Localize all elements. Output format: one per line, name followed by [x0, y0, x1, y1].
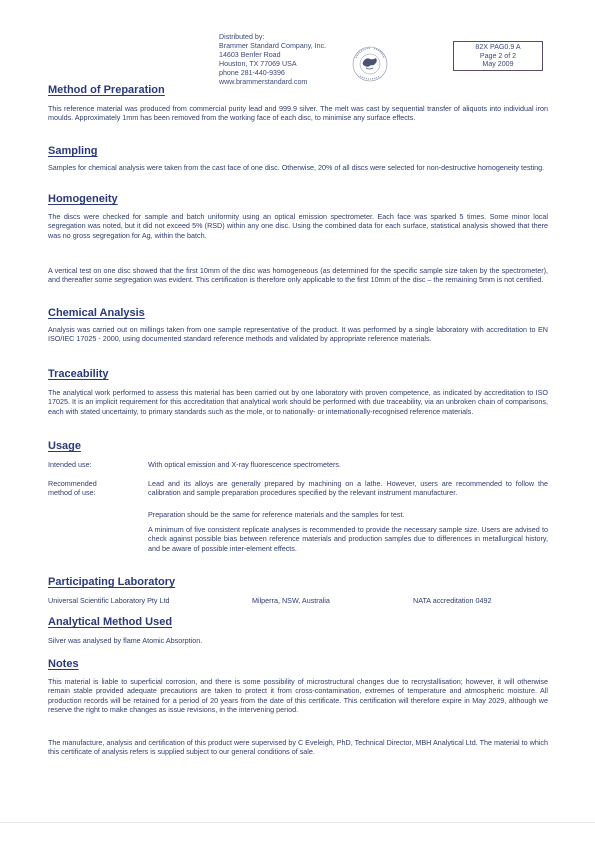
page-bottom-divider	[0, 822, 595, 823]
section-heading-chemical: Chemical Analysis	[48, 307, 145, 319]
section-heading-analytical: Analytical Method Used	[48, 616, 173, 628]
distributor-block	[219, 33, 326, 86]
notes-text-2: The manufacture, analysis and certification of this product were supervised by C Eveleigh, PhD, Technical Director, MBH Analytical Ltd. The material to which this certificate of analysis refers is supplied subject to our general conditions of sale.	[48, 738, 548, 757]
sampling-text: Samples for chemical analysis were taken from the cast face of one disc. Otherwise, 20% of all discs were selected for non-destructive homogeneity testing.	[48, 163, 545, 172]
section-heading-method: Method of Preparation	[48, 84, 165, 96]
homogeneity-text-1: The discs were checked for sample and batch uniformity using an optical emission spectrometer. Each face was sparked 5 times. Some minor local segregation was noted, but it did not exceed 5% (RSD) within any one disc. Using the combined data for each surface, statistical analysis showed that there was no gross segregation for Ag, within the batch.	[48, 212, 548, 240]
method-of-use-text-3: A minimum of five consistent replicate analyses is recommended to provide the necessary sample size. Users are advised to check against possible bias between reference materials and production samples due to differences in metallurgical history, and be aware of possible inter-element effects.	[148, 525, 548, 553]
lab-accreditation: NATA accreditation 0492	[413, 596, 492, 605]
distributor-website[interactable]: www.brammerstandard.com	[219, 77, 308, 86]
section-heading-sampling: Sampling	[48, 145, 98, 157]
distributor-label: Distributed by:	[219, 33, 265, 41]
analytical-text: Silver was analysed by flame Atomic Absorption.	[48, 636, 203, 645]
section-heading-notes: Notes	[48, 658, 79, 670]
method-of-use-text-1: Lead and its alloys are generally prepared by machining on a lathe. However, users are recommended to follow the calibration and sample preparation procedures specified by the relevant instrument manufacturer.	[148, 479, 548, 498]
lab-name: Universal Scientific Laboratory Pty Ltd	[48, 596, 170, 605]
reference-code: 82X PAG0.9 A	[475, 43, 521, 51]
chemical-text: Analysis was carried out on millings taken from one sample representative of the product. It was performed by a single laboratory with accreditation to EN ISO/IEC 17025 - 2000, using documented standard reference methods and validated by appropriate reference materials.	[48, 325, 548, 344]
distributor-address-line1: 14603 Benfer Road	[219, 50, 281, 59]
distributor-address-line2: Houston, TX 77069 USA	[219, 59, 297, 68]
distributor-company: Brammer Standard Company, Inc.	[219, 41, 327, 50]
method-of-use-label-line1: Recommended	[48, 479, 97, 488]
method-text: This reference material was produced from commercial purity lead and 999.9 silver. The melt was cast by sequential transfer of aliquots into individual iron moulds. Approximately 1mm has been removed from the working face of each disc, to minimise any surface effects.	[48, 104, 548, 123]
reference-box	[453, 41, 543, 71]
homogeneity-text-2: A vertical test on one disc showed that the first 10mm of the disc was homogeneous (as determined for the specific sample size taken by the spectrometer), and thereafter some segregation was evident. This certification is therefore only applicable to the first 10mm of the disc – the remaining 5mm is not certified.	[48, 266, 548, 285]
intended-use-text: With optical emission and X-ray fluorescence spectrometers.	[148, 460, 341, 469]
section-heading-traceability: Traceability	[48, 368, 109, 380]
brammer-seal-logo	[350, 44, 390, 84]
lab-location: Milperra, NSW, Australia	[252, 596, 330, 605]
notes-text-1: This material is liable to superficial corrosion, and there is some possibility of microstructural changes due to recrystallisation; however, it will otherwise remain stable provided adequate precautions are taken to protect it from cross-contamination, extremes of temperature and atmospheric moisture. All production records will be retained for a period of 20 years from the date of this certificate. This certification will therefore expire in May 2029, although we reserve the right to make changes as issue revisions, in the intervening period.	[48, 677, 548, 715]
reference-date: May 2009	[482, 60, 514, 69]
section-heading-lab: Participating Laboratory	[48, 576, 176, 588]
traceability-text: The analytical work performed to assess this material has been carried out by one laboratory with proven competence, as indicated by accreditation to ISO 17025. It is an implicit requirement for this accreditation that analytical work should be performed with due traceability, via an unbroken chain of comparisons, each with stated uncertainty, to primary standards such as the mole, or to nationally- or internationally-recognised reference materials.	[48, 388, 548, 416]
method-of-use-label-line2: method of use:	[48, 488, 96, 497]
section-heading-usage: Usage	[48, 440, 82, 452]
method-of-use-text-2: Preparation should be the same for reference materials and the samples for test.	[148, 510, 405, 519]
intended-use-label: Intended use:	[48, 460, 92, 469]
section-heading-homogeneity: Homogeneity	[48, 193, 118, 205]
distributor-phone: phone 281-440-9396	[219, 68, 285, 77]
reference-page: Page 2 of 2	[479, 51, 517, 60]
